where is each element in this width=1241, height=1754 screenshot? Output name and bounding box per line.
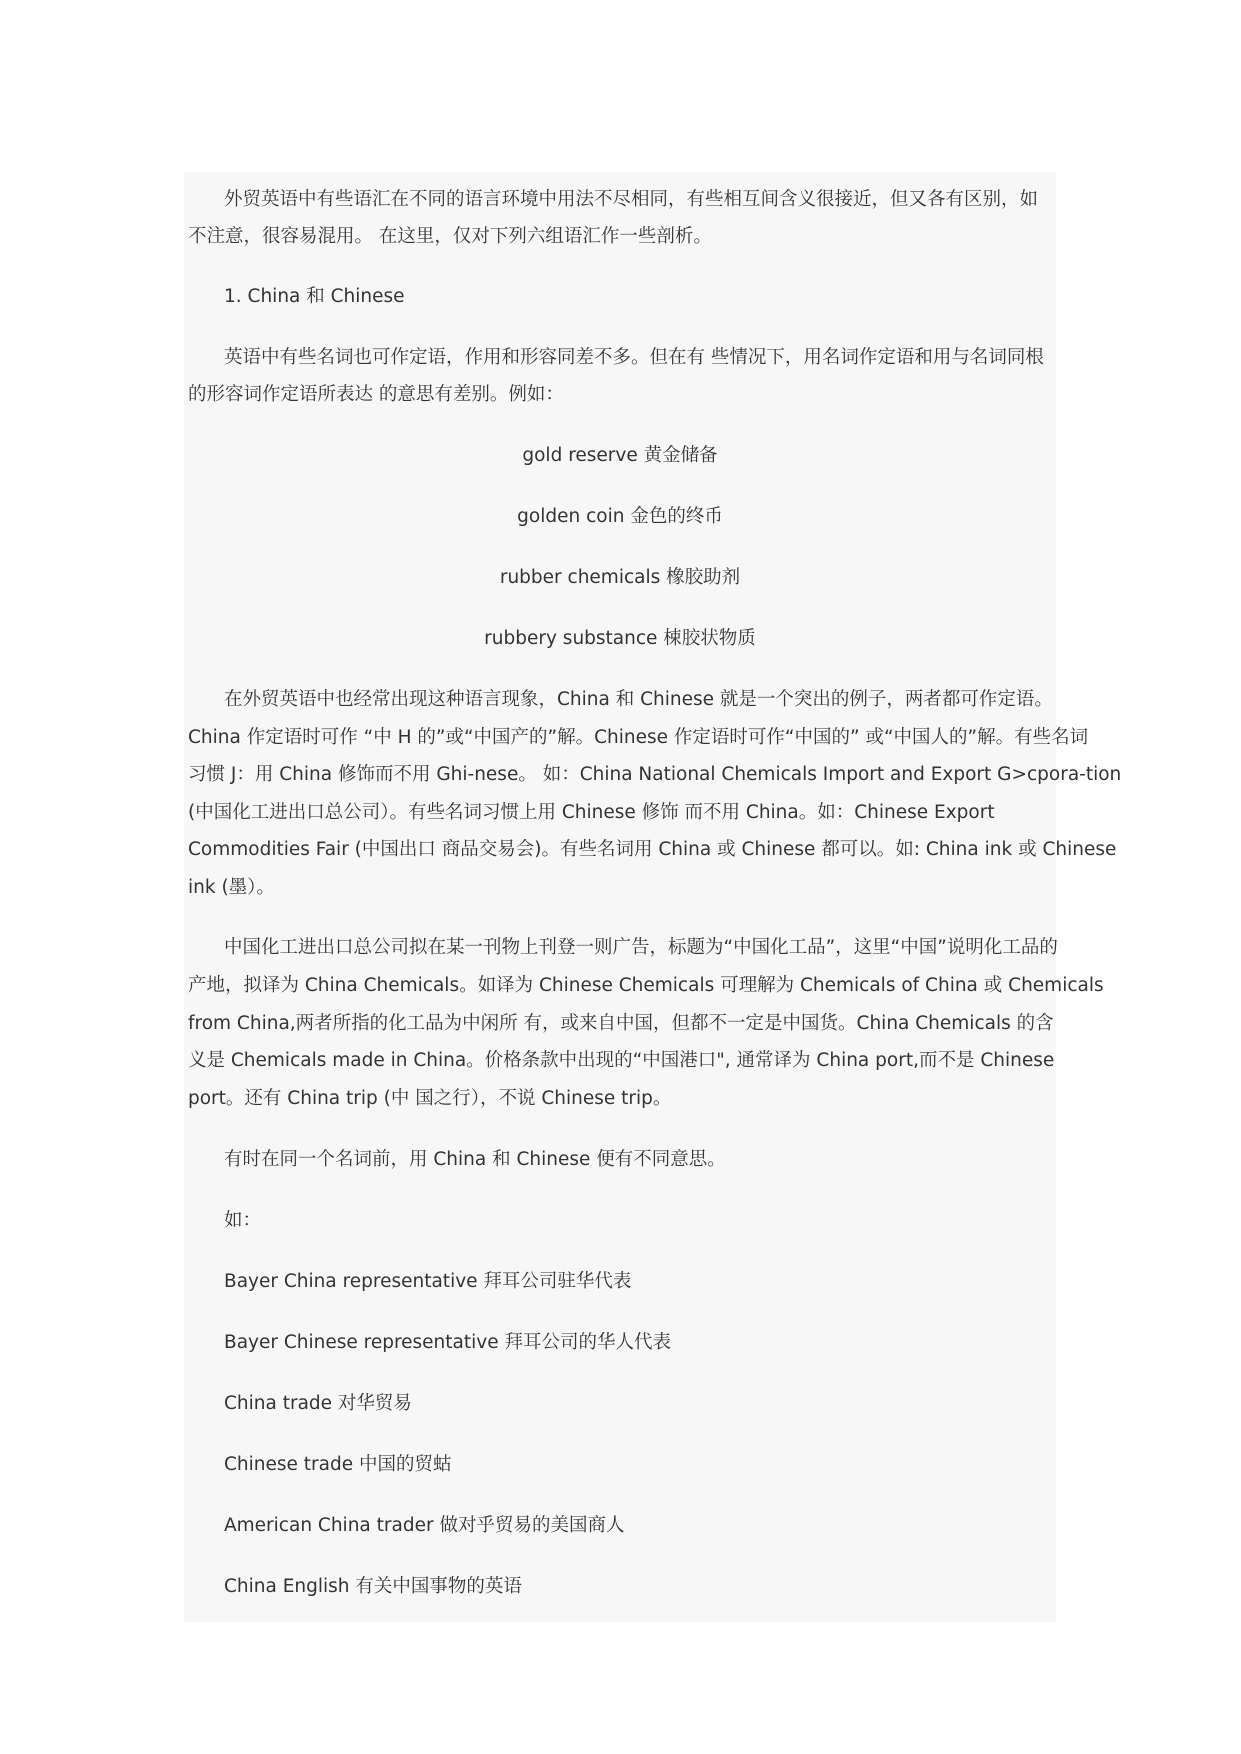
para3-line-2: 产地，拟译为 China Chemicals。如译为 Chinese Chemicals 可理解为 Chemicals of China 或 Chemicals: [188, 975, 1104, 996]
para2-line-2: China 作定语时可作 “中 H 的”或“中国产的”解。Chinese 作定语时可作“中国的” 或“中国人的”解。有些名词: [188, 727, 1089, 748]
document-content-block: [184, 172, 1122, 1622]
example-rubber-chemicals: rubber chemicals 橡胶助剂: [499, 567, 741, 588]
para2-line-1: 在外贸英语中也经常出现这种语言现象，China 和 Chinese 就是一个突出的例子，两者都可作定语。: [224, 689, 1053, 710]
para2-line-5: Commodities Fair (中国出口 商品交易会)。有些名词用 China 或 Chinese 都可以。如: China ink 或 Chinese: [188, 839, 1117, 860]
intro-line-1: 外贸英语中有些语汇在不同的语言环境中用法不尽相同，有些相互间含义很接近，但又各有区别，如: [224, 189, 1039, 210]
list-item: China trade 对华贸易: [224, 1393, 412, 1414]
section-heading: 1. China 和 Chinese: [224, 286, 405, 307]
para3-line-1: 中国化工进出口总公司拟在某一刊物上刊登一则广告，标题为“中国化工品”，这里“中国”说明化工品的: [224, 937, 1058, 958]
para2-line-4: (中国化工进出口总公司）。有些名词习惯上用 Chinese 修饰 而不用 China。如：Chinese Export: [188, 802, 995, 823]
example-golden-coin: golden coin 金色的终币: [517, 506, 723, 527]
para3-line-5: port。还有 China trip (中 国之行），不说 Chinese trip。: [188, 1088, 672, 1109]
para2-line-6: ink (墨）。: [188, 877, 275, 898]
example-gold-reserve: gold reserve 黄金储备: [522, 445, 718, 466]
para1-line-2: 的形容词作定语所表达 的意思有差别。例如：: [188, 384, 564, 405]
list-item: American China trader 做对乎贸易的美国商人: [224, 1515, 625, 1536]
list-item: Chinese trade 中国的贸蛄: [224, 1454, 452, 1475]
list-item: Bayer Chinese representative 拜耳公司的华人代表: [224, 1332, 671, 1353]
para3-line-3: from China,两者所指的化工品为中闲所 有，或来自中国，但都不一定是中国货。China Chemicals 的含: [188, 1013, 1054, 1034]
list-item: China English 有关中国事物的英语: [224, 1576, 522, 1597]
example-rubbery-substance: rubbery substance 梀胶状物质: [484, 628, 756, 649]
para1-line-1: 英语中有些名词也可作定语，作用和形容同差不多。但在有 些情况下，用名词作定语和用与名词同根: [224, 347, 1044, 368]
intro-line-2: 不注意，很容易混用。 在这里，仅对下列六组语汇作一些剖析。: [188, 226, 712, 247]
para4: 有时在同一个名词前，用 China 和 Chinese 便有不同意思。: [224, 1149, 726, 1170]
para3-line-4: 义是 Chemicals made in China。价格条款中出现的“中国港口", 通常译为 China port,而不是 Chinese: [188, 1050, 1055, 1071]
para2-line-3: 习惯 J：用 China 修饰而不用 Ghi-nese。 如：China National Chemicals Import and Export G>cpora-tion: [188, 764, 1122, 785]
example-intro: 如：: [224, 1210, 262, 1231]
list-item: Bayer China representative 拜耳公司驻华代表: [224, 1271, 632, 1292]
